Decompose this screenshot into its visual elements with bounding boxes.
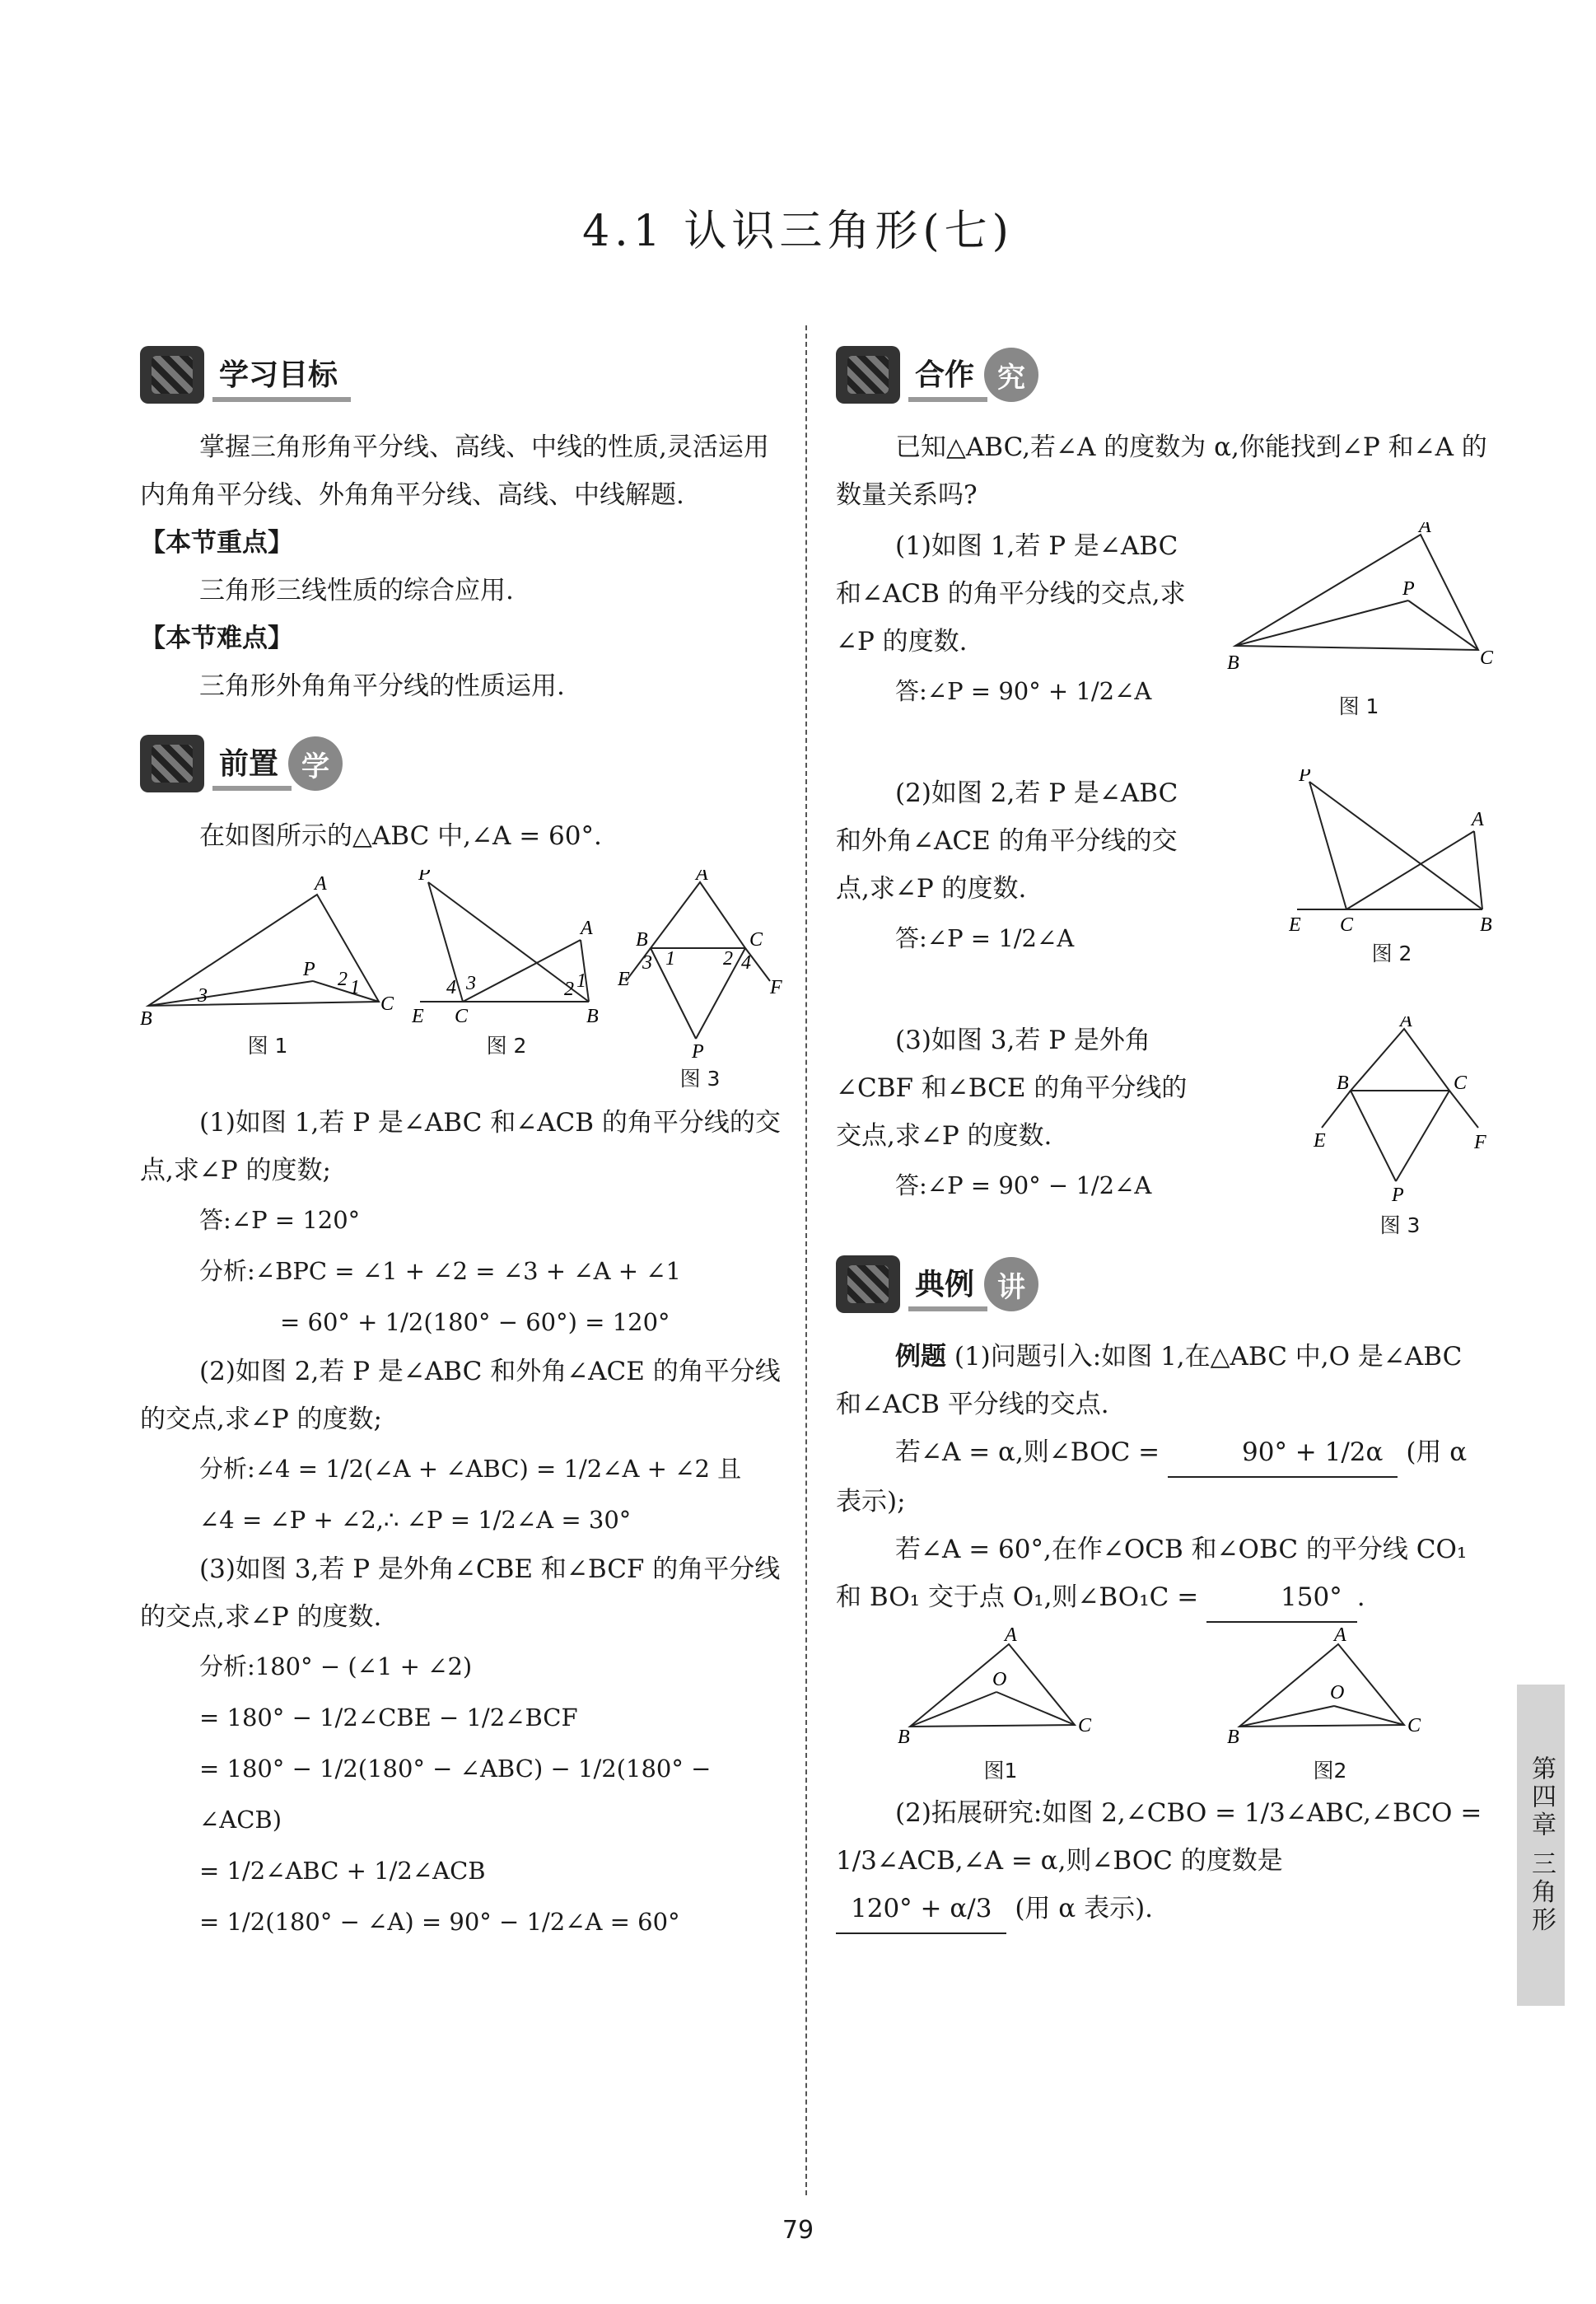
svg-text:E: E [1289, 914, 1301, 934]
svg-text:3: 3 [642, 952, 652, 974]
difficulty-text: 三角形外角角平分线的性质运用. [199, 671, 565, 701]
example-question-1-text: (1)问题引入:如图 1,在△ABC 中,O 是∠ABC 和∠ACB 平分线的交点. [836, 1342, 1463, 1419]
example-question-2: (2)拓展研究:如图 2,∠CBO = 1/3∠ABC,∠BCO = 1/3∠ACB,∠A = α,则∠BOC 的度数是 [836, 1798, 1482, 1876]
svg-text:B: B [586, 1006, 599, 1026]
right-column [836, 338, 1495, 1934]
example-fill-3 [836, 1885, 1495, 1934]
pre-figure-3-caption: 图 3 [679, 1067, 721, 1091]
svg-text:2: 2 [564, 979, 574, 1000]
triangle-diagram-1 [140, 870, 395, 1026]
example-triangle-1 [894, 1628, 1108, 1751]
svg-text:C: C [455, 1006, 469, 1026]
chapter-side-tab: 第四章 三角形 [1517, 1685, 1565, 2006]
cube-icon [836, 1255, 900, 1313]
coop-block-3 [836, 1016, 1495, 1239]
svg-text:B: B [1227, 1727, 1239, 1748]
question-2-analysis-1: 分析:∠4 = 1/2(∠A + ∠ABC) = 1/2∠A + ∠2 且 [199, 1455, 742, 1483]
example-fill-3-suffix: (用 α 表示). [1015, 1894, 1154, 1923]
question-2-analysis-2: ∠4 = ∠P + ∠2,∴ ∠P = 1/2∠A = 30° [199, 1506, 632, 1534]
question-3-analysis-line: = 180° − 1/2∠CBE − 1/2∠BCF [199, 1703, 578, 1732]
difficulty-label: 【本节难点】 [140, 624, 293, 653]
svg-text:C: C [1340, 914, 1354, 934]
example-triangle-2 [1223, 1628, 1437, 1751]
svg-text:F: F [770, 977, 782, 998]
goals-header [140, 338, 782, 412]
example-fill-2-prefix: 若∠A = 60°,在作∠OCB 和∠OBC 的平分线 CO₁ 和 BO₁ 交于点 O₁,则∠BO₁C = [836, 1535, 1468, 1612]
example-figure-2-caption: 图2 [1313, 1759, 1347, 1783]
cube-icon [140, 346, 204, 404]
coop-figure-2-caption: 图 2 [1371, 942, 1412, 965]
triangle-diagram-3 [618, 870, 782, 1059]
example-header-label: 典例 [908, 1258, 987, 1311]
svg-text:2: 2 [338, 969, 348, 990]
pre-figures [140, 870, 782, 1092]
example-fill-1-answer: 90° + 1/2α [1168, 1428, 1398, 1478]
svg-text:E: E [1314, 1130, 1326, 1152]
coop-question-1: (1)如图 1,若 P 是∠ABC 和∠ACB 的角平分线的交点,求∠P 的度数. [836, 531, 1186, 657]
svg-text:B: B [898, 1727, 910, 1748]
svg-text:C: C [1454, 1073, 1468, 1094]
svg-text:E: E [412, 1006, 424, 1026]
svg-text:1: 1 [665, 948, 675, 970]
svg-text:C: C [749, 929, 763, 951]
svg-text:C: C [1078, 1715, 1092, 1736]
pre-header-bubble: 学 [288, 736, 343, 791]
coop-block-2 [836, 769, 1495, 967]
svg-text:B: B [1480, 914, 1492, 934]
coop-block-1 [836, 522, 1495, 720]
checkmark-figure-icon [140, 735, 204, 792]
question-2: (2)如图 2,若 P 是∠ABC 和外角∠ACE 的角平分线的交点,求∠P 的度数; [140, 1357, 781, 1434]
pre-figure-2 [412, 870, 601, 1092]
triangle-diagram-2 [412, 870, 601, 1026]
svg-text:A: A [1472, 809, 1484, 830]
svg-text:P: P [1392, 1185, 1404, 1206]
person-icon [836, 346, 900, 404]
svg-text:C: C [1407, 1715, 1421, 1736]
pre-header-label: 前置 [212, 737, 292, 791]
question-3-analysis-line: = 1/2(180° − ∠A) = 90° − 1/2∠A = 60° [199, 1908, 680, 1936]
pre-figure-2-caption: 图 2 [486, 1034, 527, 1058]
svg-text:A: A [581, 918, 593, 939]
svg-text:1: 1 [576, 970, 586, 992]
coop-triangle-2 [1289, 769, 1495, 934]
goals-header-label: 学习目标 [212, 348, 351, 402]
coop-answer-3: 答:∠P = 90° − 1/2∠A [895, 1171, 1152, 1199]
question-1-analysis-1: 分析:∠BPC = ∠1 + ∠2 = ∠3 + ∠A + ∠1 [199, 1257, 681, 1285]
svg-text:A: A [1419, 522, 1431, 537]
question-1-answer: 答:∠P = 120° [199, 1206, 361, 1234]
example-question-1 [836, 1333, 1495, 1428]
coop-question-3: (3)如图 3,若 P 是外角∠CBF 和∠BCE 的角平分线的交点,求∠P 的度数. [836, 1026, 1188, 1151]
svg-text:A: A [1400, 1016, 1412, 1031]
left-column [140, 338, 782, 1947]
svg-text:B: B [1227, 652, 1239, 674]
key-label: 【本节重点】 [140, 528, 293, 558]
example-label: 例题 [895, 1342, 946, 1372]
coop-triangle-1 [1223, 522, 1495, 687]
page-title: 4.1 认识三角形(七) [582, 207, 1014, 256]
svg-text:B: B [1337, 1073, 1349, 1094]
svg-text:B: B [140, 1008, 152, 1026]
svg-text:4: 4 [741, 952, 751, 974]
coop-figure-1-caption: 图 1 [1338, 694, 1379, 718]
svg-text:3: 3 [198, 985, 208, 1007]
example-fill-2: 若∠A = 60°,在作∠OCB 和∠OBC 的平分线 CO₁ 和 BO₁ 交于点 O₁,则∠BO₁C = 150° . [836, 1526, 1495, 1623]
page-number: 79 [782, 2216, 814, 2245]
coop-figure-3-caption: 图 3 [1379, 1213, 1421, 1237]
coop-question-2: (2)如图 2,若 P 是∠ABC 和外角∠ACE 的角平分线的交点,求∠P 的度数. [836, 778, 1178, 904]
question-3-analysis-line: = 1/2∠ABC + 1/2∠ACB [199, 1857, 486, 1885]
example-fill-1-suffix: (用 α 表示); [836, 1437, 1468, 1517]
key-text: 三角形三线性质的综合应用. [199, 576, 514, 605]
svg-text:P: P [1402, 578, 1415, 600]
example-fill-1-prefix: 若∠A = α,则∠BOC = [895, 1437, 1160, 1467]
svg-text:2: 2 [723, 948, 733, 970]
svg-text:1: 1 [350, 977, 360, 998]
svg-text:P: P [418, 870, 431, 885]
coop-intro: 已知△ABC,若∠A 的度数为 α,你能找到∠P 和∠A 的数量关系吗? [836, 432, 1487, 510]
svg-text:E: E [618, 969, 630, 990]
question-3-analysis-line: = 180° − 1/2(180° − ∠ABC) − 1/2(180° − ∠ACB) [199, 1755, 712, 1834]
pre-figure-1 [140, 870, 395, 1092]
coop-header [836, 338, 1495, 412]
pre-intro: 在如图所示的△ABC 中,∠A = 60°. [199, 821, 602, 851]
pre-figure-1-caption: 图 1 [247, 1034, 288, 1058]
question-3: (3)如图 3,若 P 是外角∠CBE 和∠BCF 的角平分线的交点,求∠P 的度数. [140, 1554, 781, 1632]
example-fill-2-answer: 150° [1206, 1573, 1357, 1623]
svg-text:P: P [692, 1041, 704, 1059]
coop-header-label: 合作 [908, 348, 987, 402]
svg-text:4: 4 [446, 977, 456, 998]
pre-figure-3 [618, 870, 782, 1092]
goals-text: 掌握三角形角平分线、高线、中线的性质,灵活运用内角角平分线、外角角平分线、高线、中线解题. [140, 432, 769, 510]
question-3-analysis-line: 分析:180° − (∠1 + ∠2) [199, 1652, 473, 1680]
question-1: (1)如图 1,若 P 是∠ABC 和∠ACB 的角平分线的交点,求∠P 的度数; [140, 1108, 781, 1185]
example-fill-3-answer: 120° + α/3 [836, 1885, 1006, 1934]
svg-text:A: A [1334, 1628, 1346, 1646]
coop-answer-2: 答:∠P = 1/2∠A [895, 924, 1075, 952]
example-fill-1 [836, 1428, 1495, 1526]
example-figures [836, 1628, 1495, 1784]
svg-text:C: C [1480, 647, 1494, 669]
svg-text:A: A [315, 873, 327, 895]
svg-text:A: A [696, 870, 708, 885]
column-divider [805, 325, 807, 2195]
svg-text:C: C [380, 993, 394, 1015]
svg-text:F: F [1474, 1132, 1486, 1153]
coop-answer-1: 答:∠P = 90° + 1/2∠A [895, 677, 1152, 705]
svg-text:3: 3 [466, 973, 476, 994]
example-header [836, 1247, 1495, 1321]
pre-header [140, 727, 782, 801]
question-1-analysis-2: = 60° + 1/2(180° − 60°) = 120° [280, 1308, 670, 1336]
svg-text:P: P [303, 959, 315, 980]
coop-header-bubble: 究 [984, 348, 1038, 402]
svg-text:B: B [636, 929, 648, 951]
svg-text:A: A [1005, 1628, 1017, 1646]
example-figure-1-caption: 图1 [983, 1759, 1018, 1783]
svg-text:O: O [1330, 1682, 1345, 1703]
coop-triangle-3 [1305, 1016, 1495, 1206]
example-header-bubble: 讲 [984, 1257, 1038, 1311]
svg-text:O: O [992, 1669, 1007, 1690]
svg-text:P: P [1299, 769, 1311, 786]
